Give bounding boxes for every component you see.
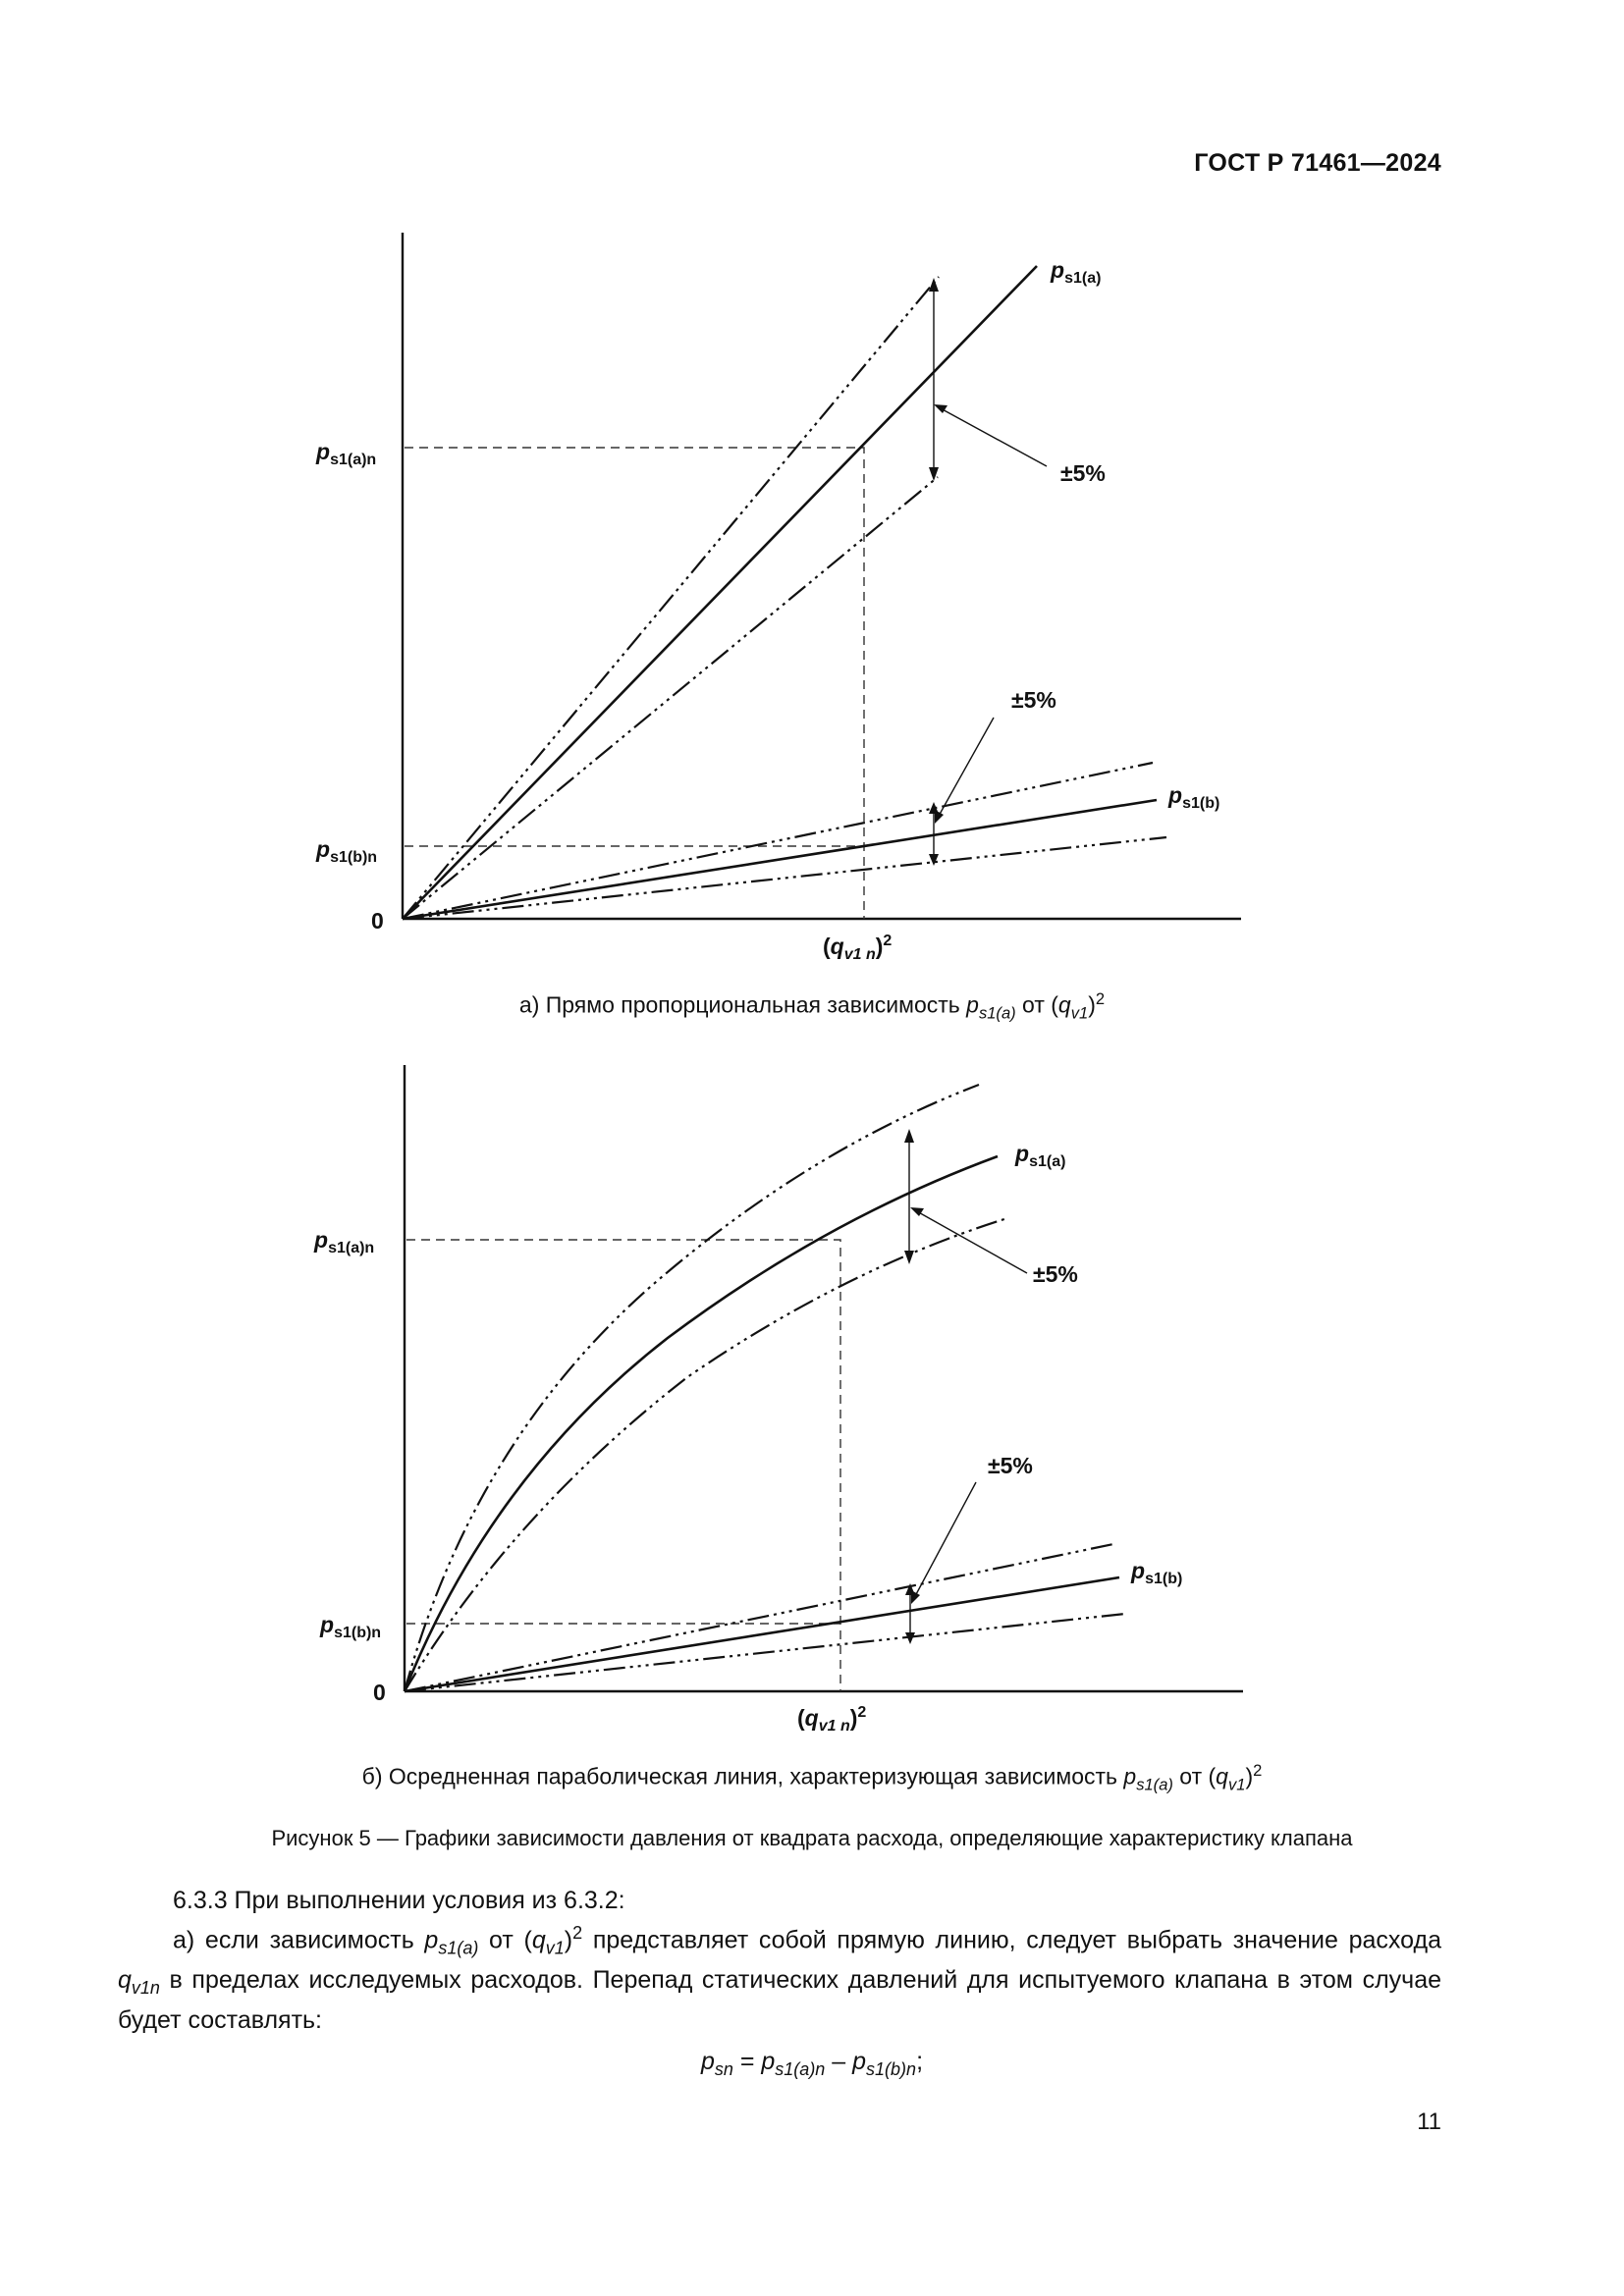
var-q: q: [531, 1926, 546, 1954]
arrowhead: [904, 1129, 914, 1143]
arrowhead: [911, 1590, 920, 1604]
label-ps1b: $p_{s1(b)}$: [1168, 782, 1220, 812]
text: от (: [478, 1926, 532, 1954]
label-tol-a: ±5%: [1060, 460, 1106, 486]
caption-text: от (: [1172, 1763, 1217, 1789]
curve-ps1b-upper: [403, 763, 1153, 919]
formula-sub: sn: [714, 2059, 733, 2079]
formula-op: –: [825, 2048, 853, 2075]
label-origin: 0: [373, 1680, 386, 1705]
formula-sub: s1(a)n: [775, 2059, 826, 2079]
caption-var: p: [966, 991, 979, 1018]
curve-ps1a-upper: [405, 1085, 979, 1691]
caption-var-sub: s1(a): [1136, 1775, 1173, 1794]
caption-text: а) Прямо пропорциональная зависимость: [518, 991, 967, 1018]
figure-b-caption: [0, 1761, 1624, 1794]
caption-q-sub: v1: [1070, 1003, 1089, 1023]
label-tol-b: ±5%: [988, 1453, 1033, 1478]
tol-leader-a: [915, 1210, 1027, 1273]
curve-ps1b-lower: [403, 837, 1166, 919]
label-ps1a: $p_{s1(a)}$: [1015, 1141, 1066, 1170]
tol-leader-b: [938, 718, 994, 818]
text: ): [564, 1926, 573, 1954]
figure-a-caption: [0, 989, 1624, 1023]
arrowhead: [929, 854, 939, 866]
var-q-sub: v1n: [131, 1978, 160, 1999]
paragraph-633: 6.3.3 При выполнении условия из 6.3.2:: [173, 1887, 625, 1914]
caption-text: ): [1245, 1763, 1254, 1789]
label-ps1an: $p_{s1(a)n}$: [316, 439, 377, 468]
formula-var: p: [700, 2048, 715, 2075]
curve-ps1a: [403, 266, 1037, 919]
figure-a: [295, 221, 1276, 967]
var-q-sub: v1: [545, 1938, 565, 1958]
var-p: p: [424, 1926, 439, 1954]
curve-ps1a-lower: [405, 1218, 1007, 1691]
figure-a-graph: [295, 221, 1276, 967]
guide-ps1an: [405, 448, 864, 919]
label-ps1an: $p_{s1(a)n}$: [314, 1227, 375, 1256]
tol-leader-a: [939, 407, 1047, 466]
caption-var: p: [1123, 1763, 1137, 1789]
caption-text: от (: [1015, 991, 1058, 1018]
body-text: [118, 1885, 1441, 2037]
page-number: 11: [1417, 2109, 1441, 2135]
formula: [0, 2048, 1624, 2080]
curve-ps1b-lower: [405, 1614, 1125, 1691]
label-x-qv1n: $(q_{v1 n})^2$: [823, 933, 893, 963]
caption-sup: 2: [1095, 989, 1106, 1008]
sup: 2: [572, 1923, 583, 1943]
standard-number: ГОСТ Р 71461—2024: [1194, 149, 1441, 177]
label-origin: 0: [371, 908, 384, 934]
formula-op: ;: [916, 2048, 924, 2075]
arrowhead: [929, 278, 939, 292]
tol-leader-b: [914, 1482, 976, 1598]
paragraph-a: [118, 1917, 1441, 2037]
formula-op: =: [732, 2048, 762, 2075]
var-p-sub: s1(a): [438, 1938, 479, 1958]
caption-text: б) Осредненная параболическая линия, характеризующая зависимость: [361, 1763, 1124, 1789]
figure-b: [295, 1053, 1276, 1740]
curve-ps1b: [405, 1577, 1119, 1691]
caption-q-sub: v1: [1227, 1775, 1246, 1794]
arrowhead: [904, 1251, 914, 1264]
figure-title: Рисунок 5 — Графики зависимости давления от квадрата расхода, определяющие характеристику клапана: [271, 1826, 1353, 1850]
curve-ps1b-upper: [405, 1544, 1113, 1691]
label-ps1bn: $p_{s1(b)n}$: [320, 1612, 382, 1641]
text: а) если зависимость: [173, 1926, 425, 1954]
arrowhead: [935, 810, 944, 824]
label-ps1bn: $p_{s1(b)n}$: [316, 836, 378, 866]
text: представляет собой прямую линию, следует выбрать значение расхода: [582, 1926, 1441, 1954]
var-q: q: [118, 1966, 132, 1995]
curve-ps1b: [403, 800, 1157, 919]
formula-var: p: [761, 2048, 776, 2075]
label-x-qv1n: $(q_{v1 n})^2$: [797, 1704, 867, 1735]
text: в пределах исследуемых расходов. Перепад статических давлений для испытуемого клапана в этом случае будет составлять:: [118, 1966, 1441, 2035]
caption-sup: 2: [1253, 1761, 1263, 1780]
curve-ps1a-upper: [403, 277, 939, 919]
caption-text: ): [1088, 991, 1096, 1018]
arrowhead: [929, 467, 939, 481]
caption-var-sub: s1(a): [978, 1003, 1016, 1023]
label-tol-b: ±5%: [1011, 687, 1056, 713]
label-tol-a: ±5%: [1033, 1261, 1078, 1287]
curve-ps1a-lower: [403, 477, 938, 919]
label-ps1b: $p_{s1(b)}$: [1131, 1558, 1183, 1587]
label-ps1a: $p_{s1(a)}$: [1051, 257, 1102, 287]
arrowhead: [934, 404, 947, 413]
caption-q: q: [1216, 1763, 1228, 1789]
figure-b-graph: [295, 1053, 1276, 1740]
caption-q: q: [1057, 991, 1071, 1018]
formula-sub: s1(b)n: [866, 2059, 917, 2079]
formula-var: p: [852, 2048, 867, 2075]
